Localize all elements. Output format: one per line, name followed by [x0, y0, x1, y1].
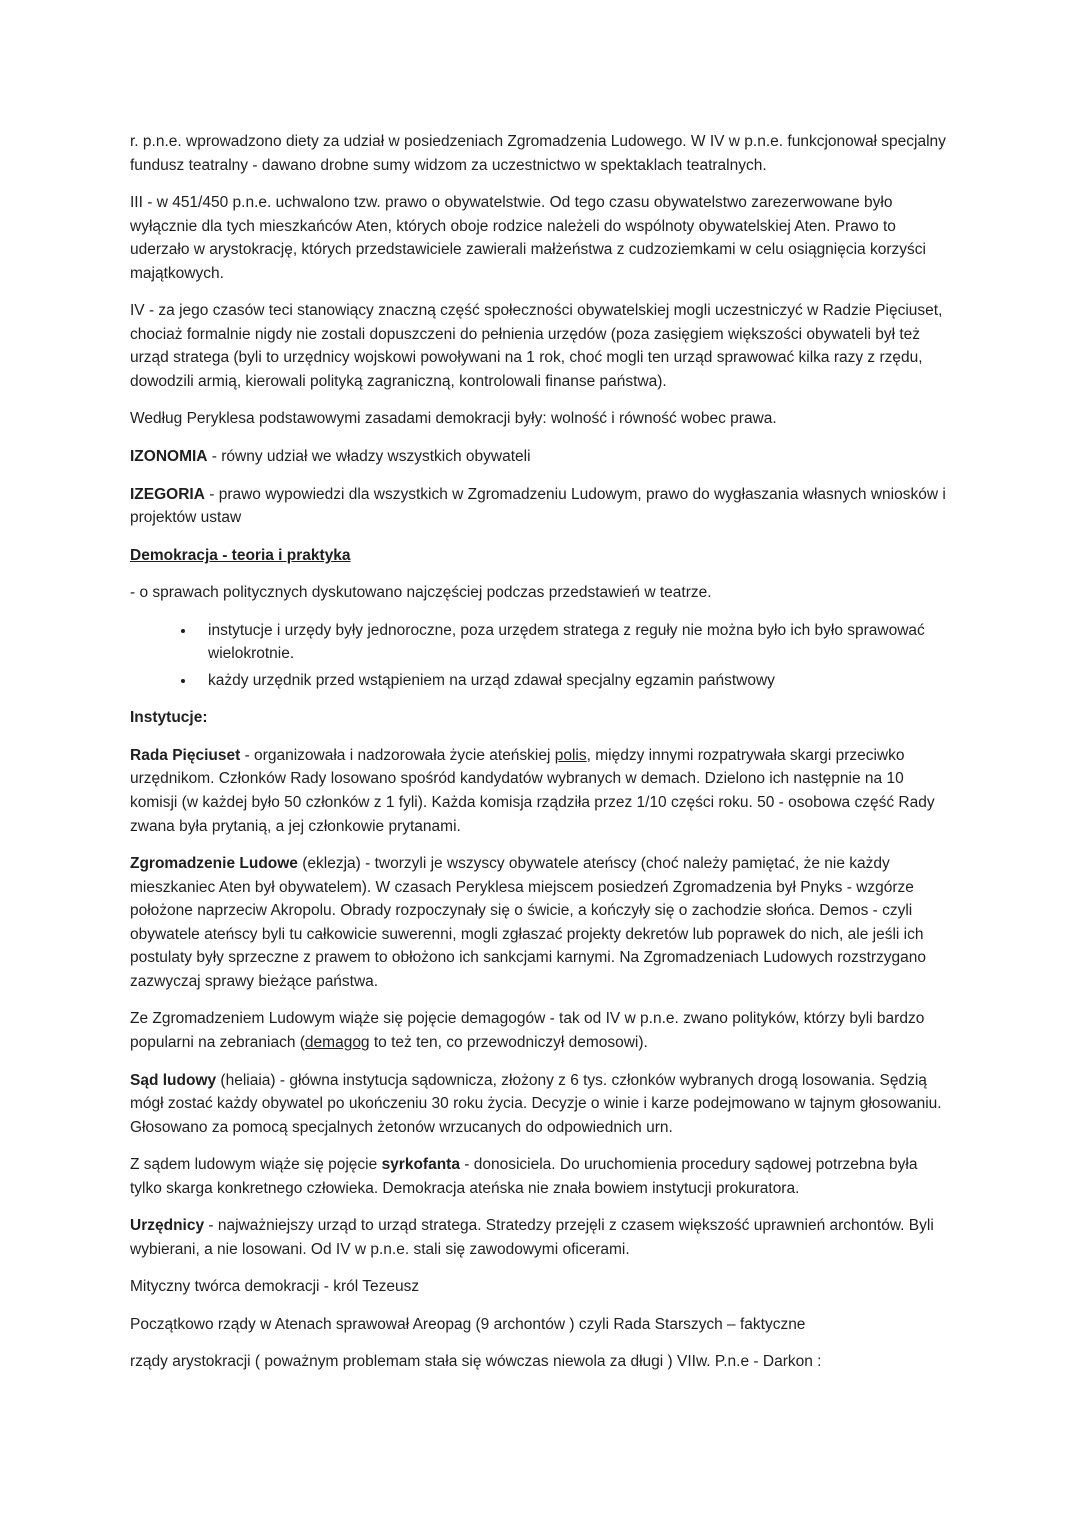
paragraph: [130, 191, 947, 285]
document-body: [130, 130, 947, 1374]
paragraph: [130, 445, 947, 469]
text-run: Ze Zgromadzeniem Ludowym wiąże się pojęcie demagogów - tak od IV w p.n.e. zwano polityków, którzy byli bardzo popularni na zebraniach (: [130, 1010, 925, 1051]
paragraph: [130, 581, 947, 605]
text-run: r. p.n.e. wprowadzono diety za udział w posiedzeniach Zgromadzenia Ludowego. W IV w p.n.e. funkcjonował specjalny fundusz teatralny - dawano drobne sumy widzom za uczestnictwo w spektaklach teatralnych.: [130, 133, 946, 174]
text-run: - najważniejszy urząd to urząd stratega. Stratedzy przejęli z czasem większość uprawnień archontów. Byli wybierani, a nie losowani. Od IV w p.n.e. stali się zawodowymi oficerami.: [130, 1217, 934, 1258]
text-run: Mityczny twórca demokracji - król Tezeusz: [130, 1278, 420, 1296]
text-run: IV - za jego czasów teci stanowiący znaczną część społeczności obywatelskiej mogli uczestniczyć w Radzie Pięciuset, chociaż formalnie nigdy nie zostali dopuszczeni do pełnienia urzędów (poza zasięgiem większości obywateli był też urząd stratega (byli to urzędnicy wojskowi powoływani na 1 rok, choć mogli ten urząd sprawować kilka razy z rzędu, dowodzili armią, kierowali polityką zagraniczną, kontrolowali finanse państwa).: [130, 302, 943, 390]
text-run: Według Peryklesa podstawowymi zasadami demokracji były: wolność i równość wobec prawa.: [130, 410, 777, 428]
text-run: syrkofanta: [381, 1156, 460, 1174]
text-run: polis: [554, 746, 587, 764]
text-run: , między innymi rozpatrywała skargi przeciwko urzędnikom. Członków Rady losowano spośród kandydatów wybranych w demach. Dzielono ich następnie na 10 komisji (w każdej było 50 członków z 1 fyli). Każda komisja rządziła przez 1/10 części roku. 50 - osobowa część Rady zwana była prytanią, a jej członkowie prytanami.: [130, 746, 935, 835]
text-run: IZONOMIA: [130, 448, 208, 466]
paragraph: [130, 852, 947, 993]
text-run: Z sądem ludowym wiąże się pojęcie: [130, 1156, 382, 1174]
list-item: [196, 669, 947, 693]
paragraph: [130, 299, 947, 393]
text-run: - organizowała i nadzorowała życie ateńskiej: [240, 746, 555, 764]
text-run: Instytucje:: [130, 709, 208, 727]
text-run: - donosiciela. Do uruchomienia procedury sądowej potrzebna była tylko skarga konkretnego człowieka. Demokracja ateńska nie znała bowiem instytucji prokuratora.: [130, 1156, 918, 1197]
section-heading: [130, 544, 947, 568]
text-run: to też ten, co przewodniczył demosowi).: [369, 1033, 648, 1051]
list-item: [196, 619, 947, 666]
paragraph: [130, 1069, 947, 1140]
text-run: - prawo wypowiedzi dla wszystkich w Zgromadzeniu Ludowym, prawo do wygłaszania własnych wniosków i projektów ustaw: [130, 485, 946, 527]
text-run: - równy udział we władzy wszystkich obywateli: [207, 448, 531, 466]
paragraph: [130, 407, 947, 431]
paragraph: [130, 1313, 947, 1337]
paragraph: [130, 1275, 947, 1299]
text-run: Urzędnicy: [130, 1217, 205, 1235]
text-run: (heliaia) - główna instytucja sądownicza, złożony z 6 tys. członków wybranych drogą losowania. Sędzią mógł zostać każdy obywatel po ukończeniu 30 roku życia. Decyzje o winie i karze podejmowano w tajnym głosowaniu. Głosowano za pomocą specjalnych żetonów wrzucanych do odpowiednich urn.: [130, 1071, 942, 1136]
text-run: IZEGORIA: [130, 485, 205, 503]
text-run: - o sprawach politycznych dyskutowano najczęściej podczas przedstawień w teatrze.: [130, 584, 712, 602]
text-run: Sąd ludowy: [130, 1071, 217, 1089]
text-run: Rada Pięciuset: [130, 746, 241, 764]
bullet-list: [130, 619, 947, 693]
paragraph: [130, 1214, 947, 1261]
text-run: Demokracja - teoria i praktyka: [130, 546, 351, 564]
text-run: (eklezja) - tworzyli je wszyscy obywatele ateńscy (choć należy pamiętać, że nie każdy mieszkaniec Aten był obywatelem). W czasach Peryklesa miejscem posiedzeń Zgromadzenia był Pnyks - wzgórze położone naprzeciw Akropolu. Obrady rozpoczynały się o świcie, a kończyły się o zachodzie słońca. Demos - czyli obywatele ateńscy byli tu całkowicie suwerenni, mogli zgłaszać projekty dekretów lub poprawek do nich, ale jeśli ich postulaty były sprzeczne z prawem to obłożono ich sankcjami karnymi. Na Zgromadzeniach Ludowych rozstrzygano zazwyczaj sprawy bieżące państwa.: [130, 855, 927, 990]
paragraph: [130, 1350, 947, 1374]
text-run: rządy arystokracji ( poważnym problemam stała się wówczas niewola za długi ) VIIw. P.n.e - Darkon :: [130, 1353, 822, 1371]
text-run: Początkowo rządy w Atenach sprawował Areopag (9 archontów ) czyli Rada Starszych – faktyczne: [130, 1315, 806, 1333]
paragraph: [130, 1153, 947, 1200]
paragraph: [130, 130, 947, 177]
paragraph: [130, 483, 947, 530]
text-run: III - w 451/450 p.n.e. uchwalono tzw. prawo o obywatelstwie. Od tego czasu obywatelstwo zarezerwowane było wyłącznie dla tych mieszkańców Aten, których oboje rodzice należeli do wspólnoty obywatelskiej Aten. Prawo to uderzało w arystokrację, których przedstawiciele zawierali małżeństwa z cudzoziemkami w celu osiągnięcia korzyści majątkowych.: [130, 194, 926, 282]
paragraph: [130, 1007, 947, 1054]
text-run: demagog: [304, 1033, 370, 1051]
paragraph: [130, 744, 947, 838]
text-run: Zgromadzenie Ludowe: [130, 855, 298, 873]
paragraph: [130, 706, 947, 730]
text-run: instytucje i urzędy były jednoroczne, poza urzędem stratega z reguły nie można było ich było sprawować wielokrotnie.: [208, 621, 925, 663]
text-run: każdy urzędnik przed wstąpieniem na urząd zdawał specjalny egzamin państwowy: [208, 671, 775, 689]
